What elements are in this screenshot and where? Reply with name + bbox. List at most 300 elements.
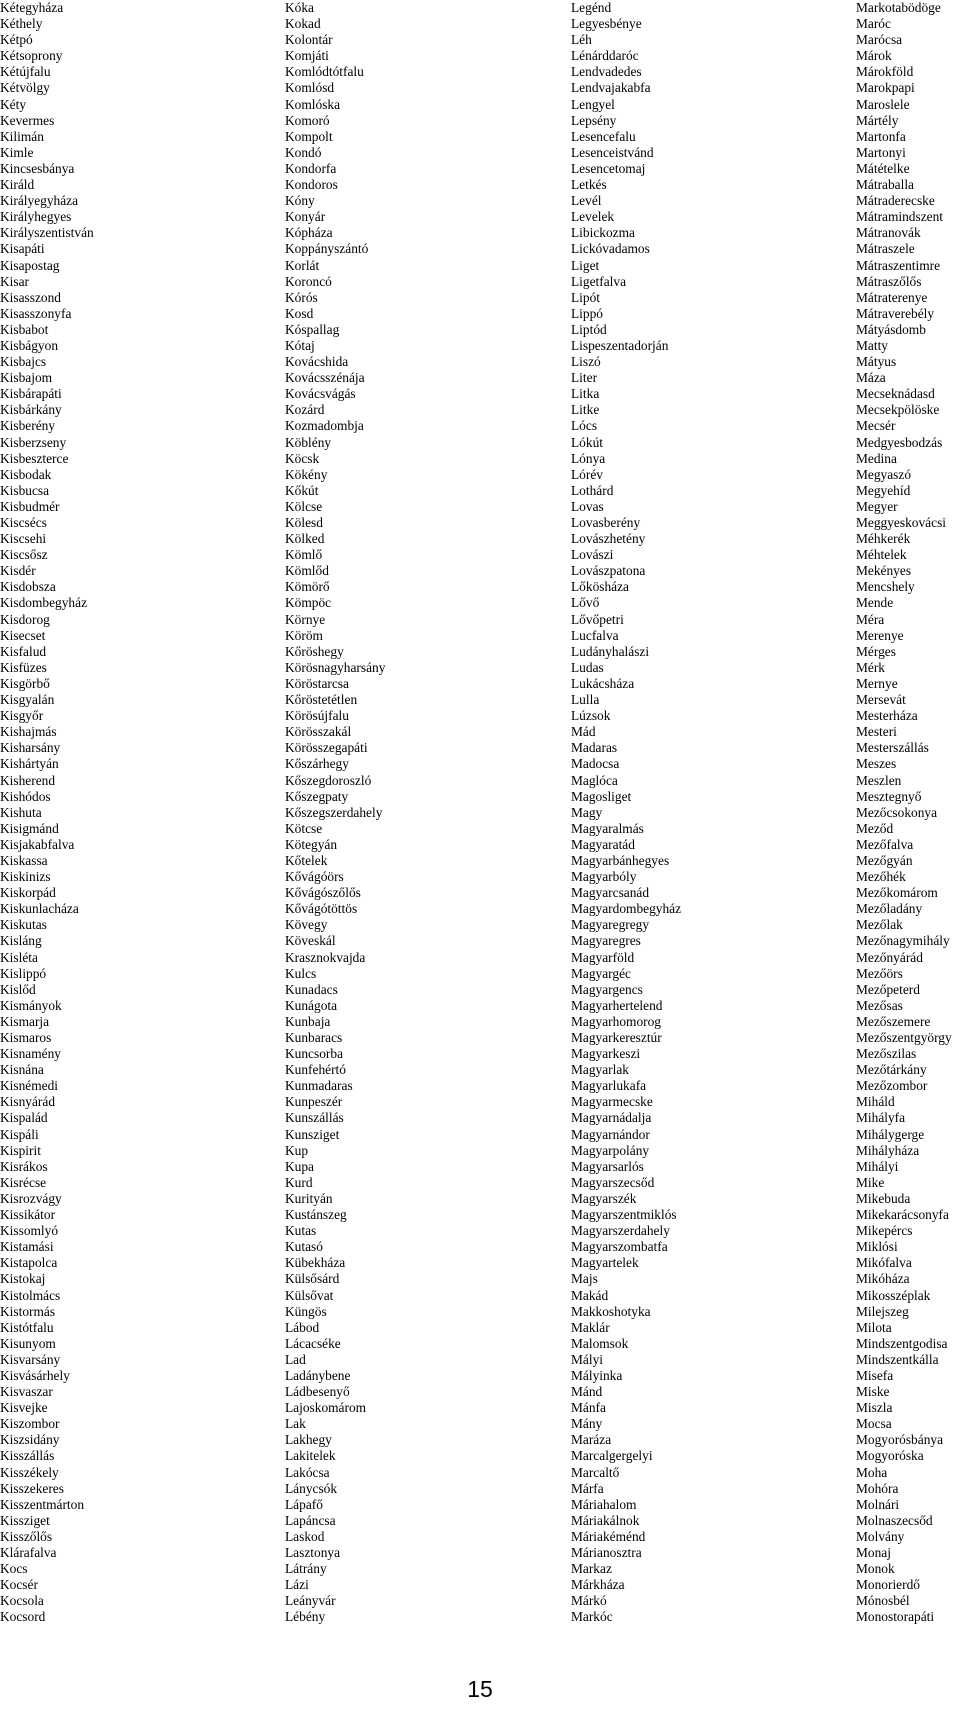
place-name: Kisdorog [0,611,50,627]
place-name: Lucfalva [571,627,619,643]
place-name: Külsősárd [285,1271,340,1287]
place-name: Kisvarsány [0,1351,61,1367]
place-name: Mogyorósbánya [856,1432,944,1448]
place-name: Mezőhék [856,869,906,885]
place-name: Levelek [571,209,615,225]
place-name: Kunsziget [285,1126,340,1142]
place-name: Mátramindszent [856,209,944,225]
place-name: Mezőnyárád [856,949,923,965]
place-name: Magyaralmás [571,820,644,836]
place-name: Mersevát [856,692,906,708]
place-name: Magyarnádalja [571,1110,652,1126]
place-name: Monostorapáti [856,1609,935,1625]
place-name: Lendvadedes [571,64,642,80]
place-name: Miháld [856,1094,895,1110]
place-name: Kisszekeres [0,1480,64,1496]
place-name: Kiszombor [0,1416,60,1432]
place-name: Magyarkeszi [571,1046,641,1062]
place-name: Ladánybene [285,1367,351,1383]
place-name: Kisbeszterce [0,450,69,466]
place-name: Kismaros [0,1030,52,1045]
place-name: Mezőszentgyörgy [856,1030,952,1045]
place-name: Markóc [571,1609,613,1625]
place-name: Lothárd [571,482,614,498]
place-name: Lasztonya [285,1545,341,1560]
place-name: Lukácsháza [571,675,635,691]
place-name: Kisvejke [0,1400,48,1416]
place-name: Mihályi [856,1158,899,1174]
place-name: Kovácsszénája [285,370,365,386]
place-name: Kisfalud [0,643,47,659]
place-name: Koppányszántó [285,241,369,257]
place-name: Kisgyalán [0,692,55,708]
place-name: Meződ [856,820,894,836]
place-name: Kunbaja [285,1013,331,1029]
place-name: Kustánszeg [285,1207,347,1223]
place-name: Litke [571,402,600,418]
place-name: Mogyoróska [856,1448,924,1464]
place-name: Kiskinizs [0,869,51,885]
place-name: Mályi [571,1351,603,1367]
place-name: Kisléta [0,949,38,965]
place-name: Kistokaj [0,1271,46,1287]
place-name: Litka [571,386,600,402]
place-name: Merenye [856,627,904,643]
place-name: Kispirit [0,1142,41,1158]
page-number: 15 [467,1676,493,1702]
place-name: Kiscsősz [0,547,48,563]
place-name: Lápafő [285,1496,323,1512]
place-name: Molnári [856,1496,900,1512]
place-name: Lendvajakabfa [571,80,651,96]
place-name: Kisdombegyház [0,595,88,611]
place-name: Lickóvadamos [571,241,650,257]
place-name: Kétsoprony [0,48,63,64]
place-name: Lispeszentadorján [571,337,669,353]
place-name: Mátételke [856,160,910,176]
place-name: Magyarszecsőd [571,1174,655,1190]
place-name: Maglóca [571,772,618,788]
place-name: Mihályháza [856,1142,920,1158]
place-name: Mezőszilas [856,1046,917,1062]
place-name: Liter [571,370,598,386]
place-name: Lapáncsa [285,1512,336,1528]
place-name: Kővágószőlős [285,885,361,901]
place-name: Kistamási [0,1239,54,1255]
place-name: Maroslele [856,96,910,112]
place-name: Kisrozvágy [0,1190,62,1206]
place-name: Komoró [285,112,330,128]
place-name: Köröstarcsa [285,675,349,691]
place-name: Küngös [285,1303,327,1319]
place-name: Laskod [285,1528,325,1544]
place-name: Kunadacs [285,981,338,997]
place-name: Letkés [571,177,607,193]
place-name: Lulla [571,692,600,708]
place-name: Magyarbóly [571,869,637,885]
place-name: Kunpeszér [285,1094,343,1110]
place-name: Kisgyőr [0,708,44,724]
place-name: Markaz [571,1561,612,1577]
place-name: Kisnyárád [0,1094,56,1110]
place-name: Liszó [571,354,601,370]
place-name: Magy [571,804,603,820]
place-name: Kétújfalu [0,64,51,80]
place-name: Mohóra [856,1480,899,1496]
place-name: Monok [856,1561,895,1577]
place-name: Kishuta [0,804,42,820]
place-name: Kisbárapáti [0,386,62,402]
place-name: Madaras [571,740,618,756]
place-name: Lánycsók [285,1480,338,1496]
place-name: Kőszegpaty [285,788,349,804]
place-name: Lébény [285,1609,326,1625]
place-name: Kisar [0,273,30,289]
place-name: Mikekarácsonyfa [856,1207,949,1223]
place-name: Kuncsorba [285,1046,344,1062]
place-name: Mezőtárkány [856,1062,927,1078]
place-name: Mátyus [856,354,897,370]
place-name: Máriahalom [571,1496,637,1512]
place-name: Kéthely [0,16,43,32]
place-name: Mezőfalva [856,836,914,852]
place-name: Magyargéc [571,965,631,981]
place-name-column-4 [856,0,952,1625]
place-name: Lovasberény [571,515,641,530]
place-name: Kőtelek [285,852,328,868]
place-name: Kisrákos [0,1158,48,1174]
place-name: Misefa [856,1367,894,1383]
place-name: Kővágóörs [285,869,344,885]
place-name: Királd [0,177,35,193]
place-name: Kunmadaras [285,1078,353,1094]
place-name: Mencshely [856,579,915,595]
place-name: Köröm [285,627,323,643]
place-name: Kishártyán [0,756,59,772]
place-name: Lúzsok [571,708,611,724]
place-name: Máza [856,370,886,386]
place-name: Meggyeskovácsi [856,515,946,530]
place-name: Magyarmecske [571,1094,653,1110]
place-name: Kóny [285,193,315,209]
place-name: Mernye [856,675,898,691]
place-name: Levél [571,193,602,209]
place-name: Maróc [856,16,891,32]
place-name: Kiscsehi [0,531,47,547]
place-name: Kölked [285,531,325,547]
place-name: Martonyi [856,144,906,160]
place-name: Madocsa [571,756,620,772]
place-name: Mindszentgodisa [856,1335,948,1351]
place-name: Lesencefalu [571,128,636,144]
place-name: Kislippó [0,965,47,981]
place-name: Kövegy [285,917,328,933]
place-name: Kisbabot [0,321,49,337]
place-name: Kóspallag [285,321,340,337]
place-name: Kisecset [0,627,46,643]
place-name: Kisberzseny [0,434,67,450]
place-name: Magyarnándor [571,1126,650,1142]
place-name: Mónosbél [856,1593,910,1609]
place-name: Mezőpeterd [856,981,920,997]
place-name: Mád [571,724,596,740]
place-name: Kömpöc [285,595,332,611]
place-name: Mindszentkálla [856,1351,939,1367]
place-name: Kisszőlős [0,1528,53,1544]
place-name: Kompolt [285,128,333,144]
place-name: Kötcse [285,820,323,836]
place-name: Lakitelek [285,1448,336,1464]
place-name: Mikepércs [856,1223,913,1239]
place-name: Magyarszerdahely [571,1223,670,1239]
place-name: Kétpó [0,32,33,48]
place-name: Ludas [571,659,604,675]
place-name: Királyegyháza [0,193,79,209]
place-name: Ligetfalva [571,273,627,289]
place-name: Medgyesbodzás [856,434,943,450]
place-name: Kolontár [285,32,333,48]
place-name: Magyaratád [571,836,635,852]
place-name: Makkoshotyka [571,1303,651,1319]
place-name: Komlósd [285,80,335,96]
place-name: Krasznokvajda [285,949,366,965]
place-name: Lippó [571,305,603,321]
place-name: Matty [856,337,888,353]
place-name: Legyesbénye [571,16,642,32]
place-name: Máriakálnok [571,1512,640,1528]
place-name: Kisdér [0,563,36,579]
place-name: Kunszállás [285,1110,344,1126]
place-name: Kondoros [285,177,338,193]
place-name: Klárafalva [0,1545,57,1560]
place-name: Markotabödöge [856,0,941,15]
place-name: Kővágótöttös [285,901,358,917]
place-name: Kisberény [0,418,56,434]
place-name: Kórós [285,289,318,305]
place-name: Ludányhalászi [571,643,650,659]
place-name: Mérges [856,643,896,659]
place-name: Mecsekpölöske [856,402,940,418]
place-name: Kétvölgy [0,80,50,96]
place-name: Mocsa [856,1416,892,1432]
place-name: Lókút [571,434,603,450]
place-name-column-3 [571,0,681,1625]
place-name: Kömlő [285,547,323,563]
place-name: Mályinka [571,1367,623,1383]
place-name: Kiskunlacháza [0,901,79,917]
place-name: Méhkerék [856,531,911,547]
place-name: Kőkút [285,482,319,498]
place-name: Mátraszőlős [856,273,922,289]
place-name: Magyarföld [571,949,635,965]
place-name: Méhtelek [856,547,907,563]
place-name: Kótaj [285,337,315,353]
place-name: Magyarlak [571,1062,630,1078]
place-name: Kulcs [285,965,317,981]
place-name: Körösújfalu [285,708,349,724]
place-name: Kőszegdoroszló [285,772,372,788]
place-name: Magyarszombatfa [571,1239,668,1255]
place-name: Kisasszonyfa [0,305,72,321]
place-name: Kisharsány [0,740,61,756]
place-name: Kisherend [0,772,56,788]
place-name: Mezősas [856,997,903,1013]
place-name: Kup [285,1142,309,1158]
place-name: Mátraverebély [856,305,935,321]
place-name: Kondorfa [285,160,337,176]
place-name: Konyár [285,209,326,225]
place-name: Kőröshegy [285,643,344,659]
place-name: Kölcse [285,498,323,514]
place-name: Kunágota [285,997,338,1013]
place-name: Majs [571,1271,598,1287]
place-name: Milejszeg [856,1303,909,1319]
place-name: Kocsola [0,1593,44,1609]
place-name: Mánd [571,1384,603,1400]
place-name: Kisbágyon [0,337,59,353]
place-name: Kölesd [285,515,323,530]
place-name: Kisbajom [0,370,53,386]
place-name: Magyarszentmiklós [571,1207,677,1223]
place-name: Maklár [571,1319,610,1335]
place-name: Mezőnagymihály [856,933,950,949]
place-name: Kimle [0,144,34,160]
place-name: Megyaszó [856,466,912,482]
place-name: Kisszállás [0,1448,55,1464]
place-name: Lázi [285,1577,309,1593]
place-name: Lénárddaróc [571,48,639,64]
place-name: Mártély [856,112,899,128]
place-name: Méra [856,611,885,627]
place-name: Lovászhetény [571,531,646,547]
place-name: Márkó [571,1593,607,1609]
place-name: Kisnamény [0,1046,61,1062]
place-name: Kishódos [0,788,51,804]
place-name: Kisvásárhely [0,1367,70,1383]
place-name: Kiskutas [0,917,47,933]
place-name: Magyardombegyház [571,901,682,917]
place-name: Mezőzombor [856,1078,928,1094]
place-name: Kisgörbő [0,675,50,691]
place-name: Molvány [856,1528,905,1544]
place-name: Marcaltő [571,1464,620,1480]
place-name: Kétegyháza [0,0,64,15]
place-name: Mecsér [856,418,896,434]
place-name: Koroncó [285,273,332,289]
place-name: Kópháza [285,225,333,241]
place-name: Mekényes [856,563,912,579]
place-name: Legénd [571,0,612,15]
place-name: Kutasó [285,1239,323,1255]
place-name: Köcsk [285,450,320,466]
place-name: Lad [285,1351,306,1367]
place-name: Kisfüzes [0,659,47,675]
place-name: Mátranovák [856,225,921,241]
place-name: Kiszsidány [0,1432,60,1448]
place-name: Kiskassa [0,852,48,868]
place-name: Kevermes [0,112,55,128]
place-name: Kocs [0,1561,28,1577]
place-name: Moha [856,1464,888,1480]
place-name: Köblény [285,434,332,450]
place-name: Kötegyán [285,836,338,852]
place-name: Liget [571,257,600,273]
place-name: Lak [285,1416,306,1432]
place-name: Lepsény [571,112,617,128]
place-name: Lócs [571,418,598,434]
place-name: Lovászpatona [571,563,646,579]
place-name: Mihálygerge [856,1126,925,1142]
place-name: Ládbesenyő [285,1384,350,1400]
place-name: Kondó [285,144,322,160]
place-name: Márianosztra [571,1545,642,1560]
place-name: Kissomlyó [0,1223,59,1239]
place-name: Miszla [856,1400,893,1416]
place-name: Kisasszond [0,289,61,305]
place-name: Megyehíd [856,482,911,498]
place-name: Királyszentistván [0,225,94,241]
place-name: Megyer [856,498,898,514]
place-name: Kőszegszerdahely [285,804,383,820]
place-name: Mende [856,595,894,611]
place-name: Lajoskomárom [285,1400,367,1416]
place-name: Mezőlak [856,917,903,933]
place-name: Mátraderecske [856,193,935,209]
place-name: Magosliget [571,788,632,804]
place-name: Miklósi [856,1239,898,1255]
place-name: Kisapáti [0,241,45,257]
place-name: Kismányok [0,997,62,1013]
place-name: Kőszárhegy [285,756,349,772]
place-name: Léh [571,32,592,48]
place-name: Kislőd [0,981,36,997]
place-name: Kupa [285,1158,315,1174]
place-name: Monaj [856,1545,891,1560]
place-name: Lórév [571,466,603,482]
place-name: Mezőladány [856,901,923,917]
place-name: Kisszékely [0,1464,59,1480]
place-name: Körösszakál [285,724,352,740]
place-name: Kincsesbánya [0,160,75,176]
place-name: Köveskál [285,933,336,949]
place-name: Mátraszentimre [856,257,941,273]
place-name: Komlódtótfalu [285,64,364,80]
place-name: Kissikátor [0,1207,56,1223]
place-name: Mikófalva [856,1255,912,1271]
place-name: Márok [856,48,892,64]
place-name: Látrány [285,1561,327,1577]
place-name: Kovácsvágás [285,386,356,402]
place-name: Kunfehértó [285,1062,346,1078]
place-name: Mecseknádasd [856,386,935,402]
place-name: Kökény [285,466,328,482]
place-name: Kispáli [0,1126,39,1142]
place-name: Mezőkomárom [856,885,938,901]
place-name: Mikosszéplak [856,1287,931,1303]
place-name: Marcalgergelyi [571,1448,653,1464]
place-name: Magyarsarlós [571,1158,644,1174]
place-name: Magyarszék [571,1190,637,1206]
place-name: Miske [856,1384,890,1400]
place-name: Libickozma [571,225,635,241]
place-name: Kocsér [0,1577,38,1593]
place-name: Korlát [285,257,320,273]
place-name: Kurityán [285,1190,333,1206]
place-name: Kisvaszar [0,1384,53,1400]
place-name: Molnaszecsőd [856,1512,933,1528]
place-name: Magyaregres [571,933,641,949]
place-name: Kisnána [0,1062,44,1078]
